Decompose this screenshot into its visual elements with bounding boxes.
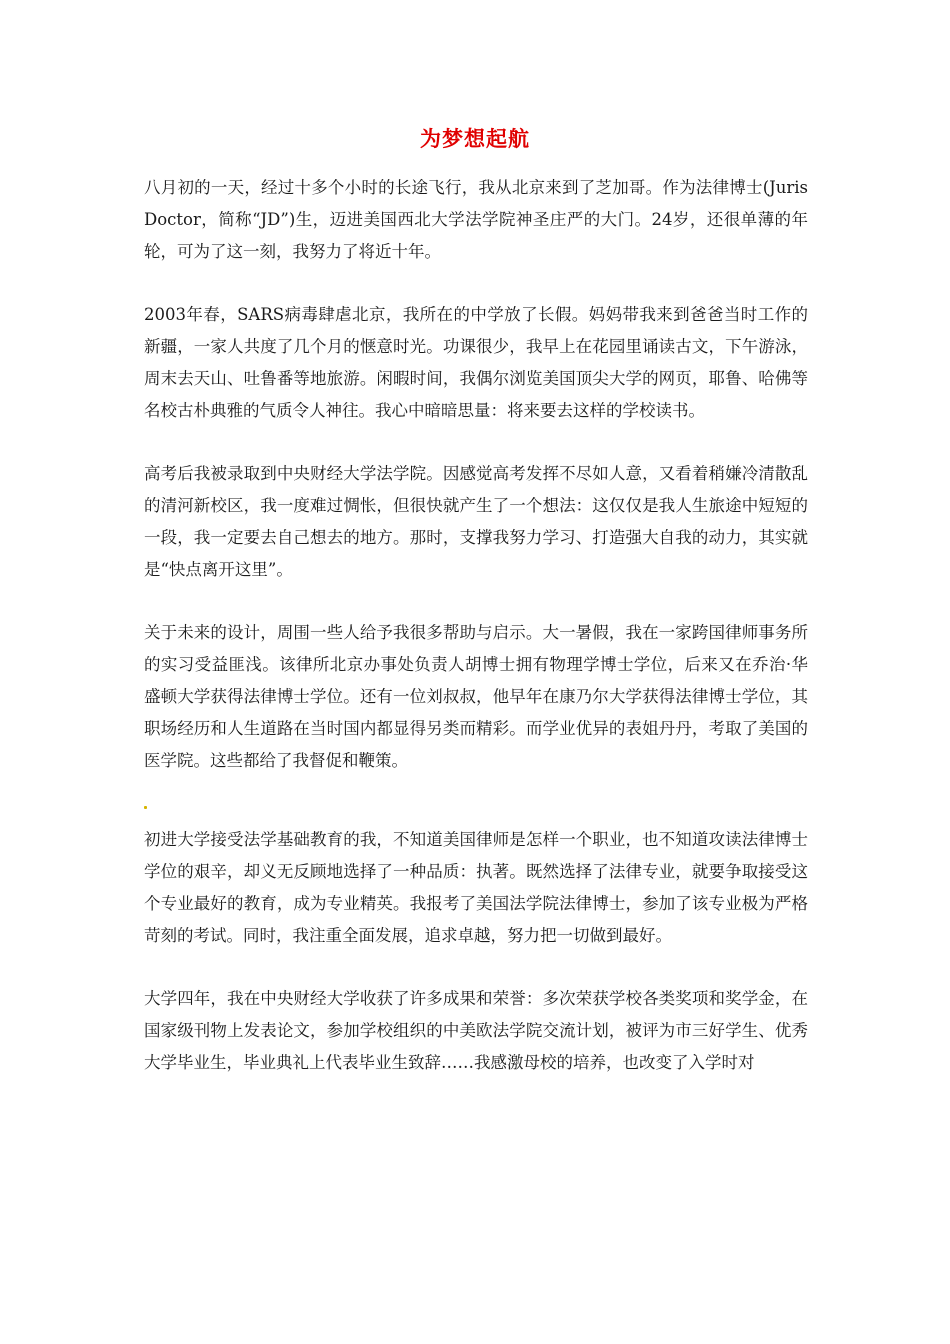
paragraph-5: 初进大学接受法学基础教育的我，不知道美国律师是怎样一个职业，也不知道攻读法律博士学位的艰辛，却义无反顾地选择了一种品质：执著。既然选择了法律专业，就要争取接受这个专业最好的教育，成为专业精英。我报考了美国法学院法律博士，参加了该专业极为严格苛刻的考试。同时，我注重全面发展，追求卓越，努力把一切做到最好。 (144, 830, 808, 945)
blank-line (144, 792, 808, 824)
paragraph-4: 关于未来的设计，周围一些人给予我很多帮助与启示。大一暑假，我在一家跨国律师事务所的实习受益匪浅。该律所北京办事处负责人胡博士拥有物理学博士学位，后来又在乔治·华盛顿大学获得法律博士学位。还有一位刘叔叔，他早年在康乃尔大学获得法律博士学位，其职场经历和人生道路在当时国内都显得另类而精彩。而学业优异的表姐丹丹，考取了美国的医学院。这些都给了我督促和鞭策。 (144, 623, 808, 770)
paragraph-1: 八月初的一天，经过十多个小时的长途飞行，我从北京来到了芝加哥。作为法律博士(JurisDoctor，简称“JD”)生，迈进美国西北大学法学院神圣庄严的大门。24岁，还很单薄的年轮，可为了这一刻，我努力了将近十年。 (144, 178, 808, 261)
paragraph-2: 2003年春，SARS病毒肆虐北京，我所在的中学放了长假。妈妈带我来到爸爸当时工作的新疆，一家人共度了几个月的惬意时光。功课很少，我早上在花园里诵读古文，下午游泳，周末去天山、吐鲁番等地旅游。闲暇时间，我偶尔浏览美国顶尖大学的网页，耶鲁、哈佛等名校古朴典雅的气质令人神往。我心中暗暗思量：将来要去这样的学校读书。 (144, 305, 808, 420)
stray-mark (144, 806, 147, 809)
page-title: 为梦想起航 (420, 126, 530, 151)
article-body (144, 172, 808, 1110)
paragraph-6: 大学四年，我在中央财经大学收获了许多成果和荣誉：多次荣获学校各类奖项和奖学金，在国家级刊物上发表论文，参加学校组织的中美欧法学院交流计划，被评为市三好学生、优秀大学毕业生，毕业典礼上代表毕业生致辞……我感激母校的培养，也改变了入学时对 (144, 989, 808, 1072)
paragraph-3: 高考后我被录取到中央财经大学法学院。因感觉高考发挥不尽如人意，又看着稍嫌冷清散乱的清河新校区，我一度难过惆怅，但很快就产生了一个想法：这仅仅是我人生旅途中短短的一段，我一定要去自己想去的地方。那时，支撑我努力学习、打造强大自我的动力，其实就是“快点离开这里”。 (144, 464, 808, 579)
